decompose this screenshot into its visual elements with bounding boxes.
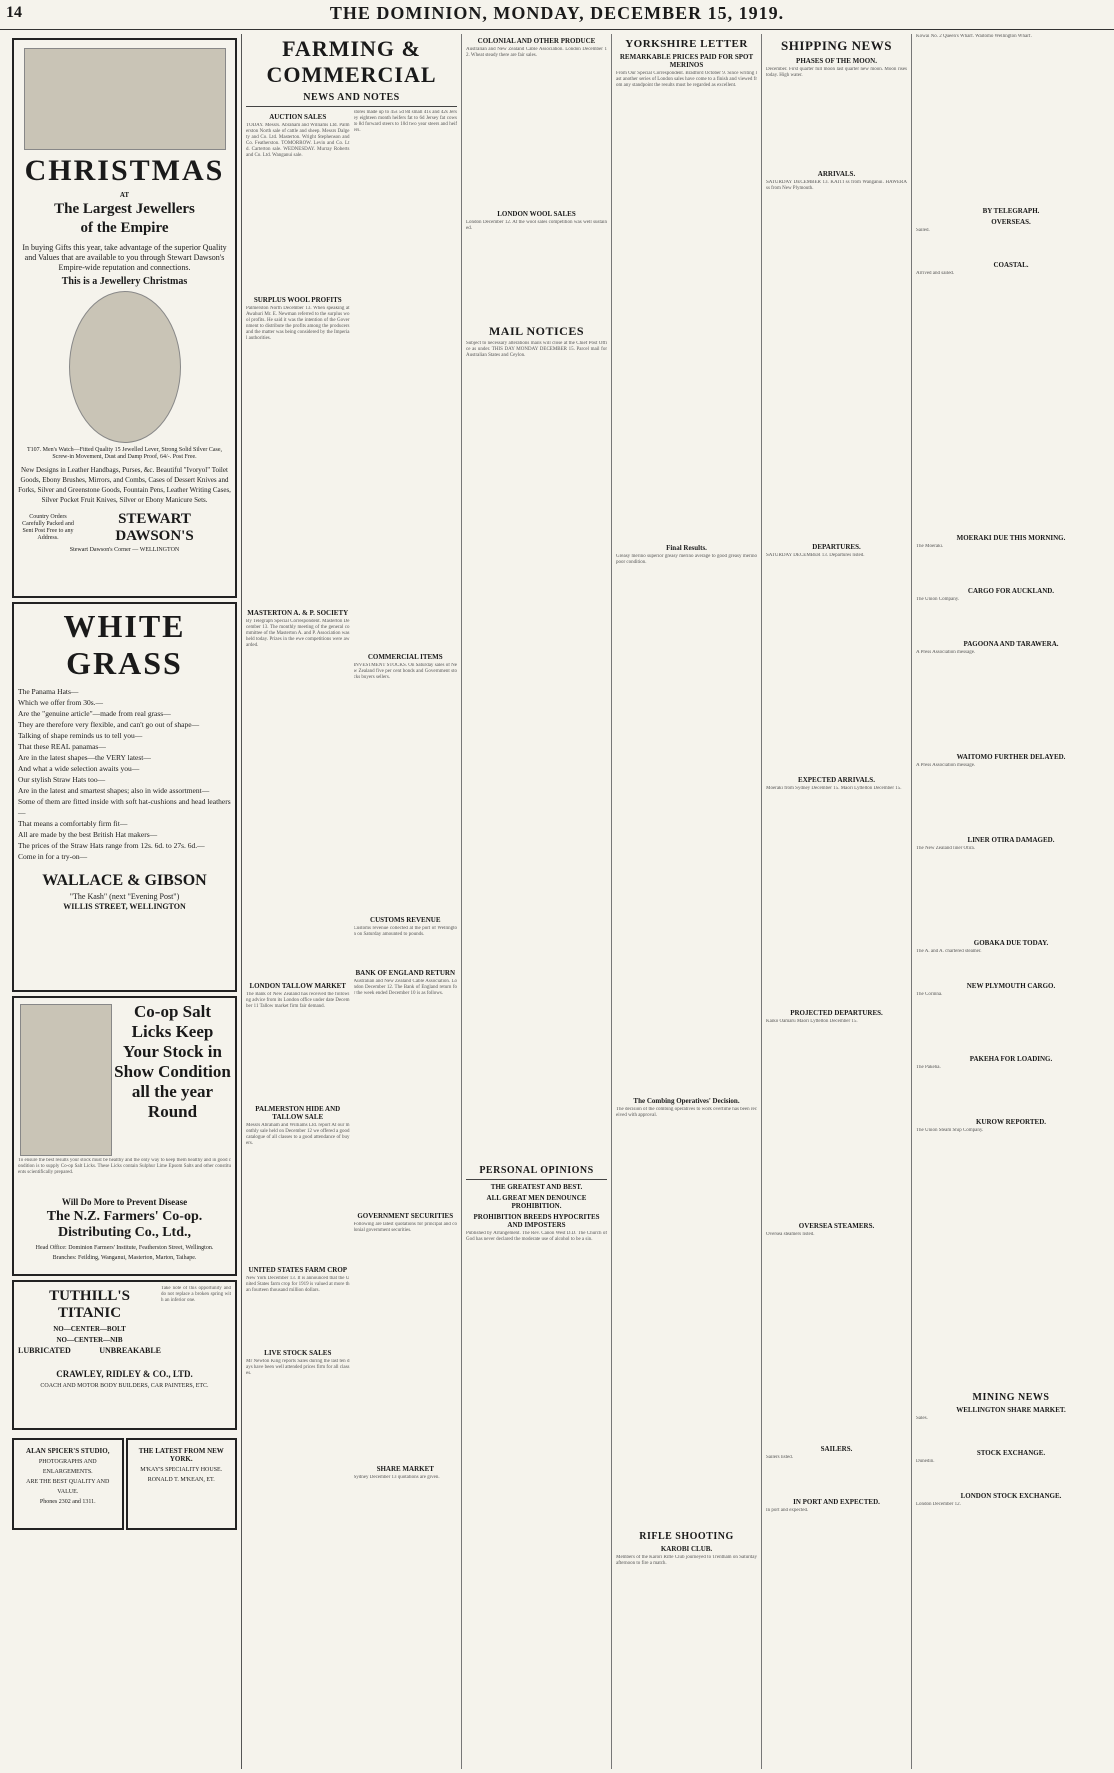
wharf-listings-text: Kowai No. 2 Queen's Wharf. Waitomo Wellington Wharf. <box>916 34 1032 39</box>
kurow-text: The Union Steam Ship Company. <box>916 1128 984 1133</box>
section-heading: SAILERS. <box>820 1445 853 1453</box>
mkays-firm: M'KAY'S SPECIALITY HOUSE. <box>140 1467 223 1473</box>
unbreakable-label: UNBREAKABLE <box>99 1346 161 1355</box>
white-grass-line: All are made by the best British Hat makers— <box>18 830 158 839</box>
titanic-text <box>18 1286 161 1366</box>
section-heading: GOVERNMENT SECURITIES <box>357 1212 454 1220</box>
section-heading: WAITOMO FURTHER DELAYED. <box>956 753 1066 761</box>
waitomo-delayed-text: A Press Association message. <box>916 763 976 768</box>
section-heading: MASTERTON A. & P. SOCIETY <box>247 609 349 617</box>
titanic-features <box>18 1346 161 1355</box>
shipping-news-column <box>762 34 912 1769</box>
advertisements-column <box>8 34 242 1769</box>
personal-opinions-text: Published by Arrangement. The Rev. Canon West D.D. The Church of God has never declared the moderate use of alcohol to be a sin. <box>466 1231 607 1242</box>
white-grass-line: Are in the latest and smartest shapes; also in wide assortment— <box>18 786 210 795</box>
share-market-text: Sydney December 13 quotations are given. <box>353 1475 440 1480</box>
spicer-phones: Phones 2302 and 1311. <box>39 1499 96 1505</box>
white-grass-line: The Panama Hats— <box>18 687 79 696</box>
lubricated-label: LUBRICATED <box>18 1346 71 1355</box>
stock-exchange-text: Dunedin. <box>916 1459 935 1464</box>
new-designs-text: New Designs in Leather Handbags, Purses, &c. Beautiful "Ivoryol" Toilet Goods, Ebony Brushes, Mirrors, and Combs, Cases of Dessert Knives and Forks, Silver and Greenstone Goods, Fountain Pens, Leather Writing Cases, Silver Pocket Fruit Knives, Silver or Ebony Manicure Sets. <box>18 466 231 504</box>
expected-arrivals-text: Moeraki from Sydney December 15. Maori Lyttelton December 15. <box>766 786 902 791</box>
pagoona-tarawera-text: A Press Association message. <box>916 650 976 655</box>
colonial-produce-text: Australian and New Zealand Cable Association. London December 12. Wheat steady there are fair sales. <box>466 47 607 58</box>
white-grass-line: That these REAL panamas— <box>18 742 106 751</box>
white-grass-line: Talking of shape reminds us to tell you— <box>18 731 143 740</box>
stewart-dawsons-address: Stewart Dawson's Corner — WELLINGTON <box>69 547 180 553</box>
otira-damaged-text: The New Zealand liner Otira. <box>916 846 976 851</box>
coastal-text: Arrived and sailed. <box>916 271 955 276</box>
new-plymouth-cargo-text: The Corinna. <box>916 992 943 997</box>
section-heading: OVERSEAS. <box>991 218 1031 226</box>
mining-news-heading: MINING NEWS <box>972 1392 1050 1403</box>
page-number: 14 <box>6 4 22 21</box>
final-results-heading: Final Results. <box>666 544 707 552</box>
titanic-top <box>18 1286 231 1366</box>
bottom-small-ads <box>12 1434 237 1534</box>
london-tallow-text: The Bank of New Zealand has received the following advice from its London office under date December 11 Tallow market firm fair demand. <box>246 992 350 1009</box>
arrivals-text: SATURDAY DECEMBER 13. KAITI ss from Wanganui. HAWERA ss from New Plymouth. <box>766 180 907 191</box>
no-center-bolt: NO—CENTER—BOLT <box>53 1325 126 1333</box>
farming-body <box>246 110 457 1555</box>
spicer-tagline: PHOTOGRAPHS AND ENLARGEMENTS. <box>38 1459 97 1475</box>
section-heading: DEPARTURES. <box>812 543 861 551</box>
section-heading: COLONIAL AND OTHER PRODUCE <box>477 37 596 45</box>
mail-notices-heading: MAIL NOTICES <box>488 324 585 338</box>
section-heading: SURPLUS WOOL PROFITS <box>253 296 342 304</box>
auction-sales-text: TODAY. Messrs. Abraham and Williams Ltd. Palmerston North sale of cattle and sheep. Messrs Dalgety and Co. Ltd. Masterton. Wright Stephenson and Co. Featherston. TOMORROW. Levin and Co. Ltd. Carterton sale. WEDNESDAY. Murray Roberts and Co. Ltd. Wanganui sale. <box>246 123 350 158</box>
section-heading: OVERSEA STEAMERS. <box>798 1222 875 1230</box>
section-heading: MOERAKI DUE THIS MORNING. <box>956 534 1066 542</box>
white-grass-line: Are in the latest shapes—the VERY latest— <box>18 753 151 762</box>
prohibition-hypocrites-heading: PROHIBITION BREEDS HYPOCRITES AND IMPOSTERS <box>473 1213 600 1229</box>
spicer-best: ARE THE BEST QUALITY AND VALUE. <box>26 1479 110 1495</box>
section-heading: BY TELEGRAPH. <box>982 207 1040 215</box>
mail-notices-text: Subject to necessary alterations mails will close at the Chief Post Office as under. THIS DAY MONDAY DECEMBER 15. Parcel mail for Australian States and Ceylon. <box>466 341 607 358</box>
section-heading: COMMERCIAL ITEMS <box>367 653 443 661</box>
combing-decision-heading: The Combing Operatives' Decision. <box>633 1097 740 1105</box>
section-heading: LONDON STOCK EXCHANGE. <box>960 1492 1062 1500</box>
white-grass-line: And what a wide selection awaits you— <box>18 764 140 773</box>
section-heading: UNITED STATES FARM CROP <box>248 1266 348 1274</box>
white-grass-ad <box>12 602 237 992</box>
farming-subcol-right <box>354 110 458 1555</box>
salt-licks-top <box>18 1002 231 1158</box>
customs-revenue-text: Customs revenue collected at the port of Wellington on Saturday amounted to pounds. <box>353 926 457 937</box>
moeraki-text: The Moeraki. <box>916 544 944 549</box>
section-heading: PALMERSTON HIDE AND TALLOW SALE <box>255 1105 341 1121</box>
section-heading: COASTAL. <box>993 261 1029 269</box>
white-grass-heading: WHITE GRASS <box>63 608 186 681</box>
crawley-ridley-sub: COACH AND MOTOR BODY BUILDERS, CAR PAINTERS, ETC. <box>40 1383 209 1389</box>
live-stock-sales-text: Mr Newton King reports Sales during the last ten days have been well attended prices firm for all classes. <box>246 1359 350 1376</box>
wallace-gibson-sub: "The Kash" (next "Evening Post") <box>69 892 180 901</box>
pakeha-text: The Pakeha. <box>916 1065 941 1070</box>
in-port-text: In port and expected. <box>766 1508 809 1513</box>
wallace-gibson-name: WALLACE & GIBSON <box>42 872 207 889</box>
personal-opinions-heading: PERSONAL OPINIONS <box>479 1165 594 1176</box>
farming-subcol-left <box>246 110 350 1555</box>
karobi-club-text: Members of the Karori Rifle Club journeyed to Trentham on Saturday afternoon to fire a match. <box>616 1555 757 1566</box>
section-heading: IN PORT AND EXPECTED. <box>793 1498 880 1506</box>
farming-commercial-column <box>242 34 462 1769</box>
produce-mail-column <box>462 34 612 1769</box>
commercial-items-table: INVESTMENT STOCKS. On Saturday sales of New Zealand five per cent bonds and Government stocks buyers sellers. <box>353 663 457 680</box>
branches-line: Branches: Feilding, Wanganui, Masterton, Marton, Taihape. <box>52 1255 197 1261</box>
white-grass-line: They are therefore very flexible, and can't go out of shape— <box>18 720 200 729</box>
mkean-tailor: RONALD T. M'KEAN, ET. <box>147 1477 215 1483</box>
section-heading: PAGOONA AND TARAWERA. <box>963 640 1059 648</box>
crawley-ridley-name: CRAWLEY, RIDLEY & CO., LTD. <box>56 1369 193 1379</box>
salt-licks-slogan: Co-op Salt Licks Keep Your Stock in Show Condition all the year Round <box>114 1002 231 1121</box>
country-orders: Country Orders Carefully Packed and Sent Post Free to any Address. <box>22 514 74 541</box>
white-grass-line: Which we offer from 30s.— <box>18 698 104 707</box>
titanic-ad <box>12 1280 237 1430</box>
section-heading: CUSTOMS REVENUE <box>370 916 441 924</box>
stewart-dawsons-name: STEWART DAWSON'S <box>115 511 194 544</box>
farming-heading: FARMING & COMMERCIAL <box>266 36 437 87</box>
shipping-news-heading: SHIPPING NEWS <box>781 38 892 53</box>
section-heading: WELLINGTON SHARE MARKET. <box>956 1406 1066 1414</box>
telegraph-column <box>912 34 1110 1769</box>
rifle-shooting-heading: RIFLE SHOOTING <box>639 1531 734 1542</box>
section-heading: PAKEHA FOR LOADING. <box>969 1055 1053 1063</box>
spot-merinos-heading: REMARKABLE PRICES PAID FOR SPOT MERINOS <box>619 53 754 69</box>
london-wool-sales-text: London December 12. At the wool sales competition was well sustained. <box>466 220 607 231</box>
white-grass-line: Come in for a try-on— <box>18 852 88 861</box>
combing-decision-text: The decision of the combing operatives to work overtime has been received with approval. <box>616 1107 757 1118</box>
section-heading: PROJECTED DEPARTURES. <box>790 1009 883 1017</box>
section-heading: LONDON WOOL SALES <box>497 210 576 218</box>
departures-text: SATURDAY DECEMBER 13. Departures listed. <box>766 553 865 558</box>
white-grass-line: Are the "genuine article"—made from real grass— <box>18 709 171 718</box>
government-securities-table: Following are latest quotations for principal and colonial government securities. <box>353 1222 457 1233</box>
yorkshire-letter-column <box>612 34 762 1769</box>
cargo-auckland-text: The Union Company. <box>916 597 960 602</box>
section-heading: ARRIVALS. <box>817 170 856 178</box>
christmas-intro: In buying Gifts this year, take advantage of the superior Quality and Values that are available to you through Stewart Dawson's Empire-wide reputation and connections. <box>22 243 227 272</box>
section-heading: LONDON TALLOW MARKET <box>249 982 346 990</box>
largest-jewellers-line: The Largest Jewellers <box>54 201 195 217</box>
section-heading: EXPECTED ARRIVALS. <box>798 776 875 784</box>
no-center-nib: NO—CENTER—NIB <box>56 1336 123 1344</box>
wellington-share-text: Sales. <box>916 1416 928 1421</box>
yorkshire-letter-heading: YORKSHIRE LETTER <box>625 38 748 50</box>
spicer-studio-ad <box>12 1438 124 1530</box>
cow-illustration <box>20 1004 112 1156</box>
section-heading: NEW PLYMOUTH CARGO. <box>966 982 1056 990</box>
white-grass-line: Our stylish Straw Hats too— <box>18 775 106 784</box>
salt-licks-ad <box>12 996 237 1276</box>
of-empire-line: of the Empire <box>80 220 169 236</box>
karobi-club-heading: KAROBI CLUB. <box>660 1545 713 1553</box>
christmas-heading: CHRISTMAS <box>24 154 225 187</box>
salt-licks-body: To ensure the best results your stock must be healthy and the only way to keep them healthy and in good condition is to supply Co-op Salt Licks. These Licks contain Sulphur Lime Epsom Salts and other constituents scientifically prepared. <box>18 1158 231 1175</box>
section-heading: PHASES OF THE MOON. <box>796 57 877 65</box>
spicer-name: ALAN SPICER'S STUDIO, <box>26 1447 110 1455</box>
section-heading: LINER OTIRA DAMAGED. <box>967 836 1055 844</box>
christmas-ad <box>12 38 237 598</box>
newspaper-title: THE DOMINION, MONDAY, DECEMBER 15, 1919. <box>329 3 785 23</box>
sailers-text: Sailers listed. <box>766 1455 793 1460</box>
nz-farmers-coop-name: The N.Z. Farmers' Co-op. Distributing Co., Ltd., <box>46 1209 203 1240</box>
at-label: AT <box>119 191 130 199</box>
gobaka-text: The A. and A. chartered steamer. <box>916 949 982 954</box>
head-office-line: Head Office: Dominion Farmers' Institute, Featherston Street, Wellington. <box>35 1245 214 1251</box>
stock-reports-text: stores made up to 45s 5d 8d small 41s and 42s Jersey eighteen month heifers fat to 6d Jersey fat cows to 8d forward steers to 10d two year steers and heifers. <box>353 110 457 133</box>
masthead <box>0 0 1114 30</box>
section-heading: CARGO FOR AUCKLAND. <box>967 587 1055 595</box>
section-heading: GOBAKA DUE TODAY. <box>973 939 1049 947</box>
palmerston-hide-text: Messrs Abraham and Williams Ltd. report At our monthly sale held on December 12 we offered a good catalogue of all classes to a good attendance of buyers. <box>246 1123 350 1146</box>
mkays-ad <box>126 1438 238 1530</box>
white-grass-line: Some of them are fitted inside with soft hat-cushions and head leathers— <box>18 797 231 817</box>
projected-departures-text: Kaiko Oamaru Maori Lyttelton December 15. <box>766 1019 858 1024</box>
news-and-notes: NEWS AND NOTES <box>303 92 400 103</box>
london-stock-exchange-text: London December 12. <box>916 1502 961 1507</box>
section-heading: LIVE STOCK SALES <box>264 1349 332 1357</box>
bank-england-return-text: Australian and New Zealand Cable Association. London December 12. The Bank of England return for the week ended December 10 is as follows. <box>353 979 457 996</box>
titanic-side-text: Take note of this opportunity and do not replace a broken spring with an inferior one. <box>161 1286 231 1303</box>
prevent-disease-line: Will Do More to Prevent Disease <box>61 1197 188 1207</box>
moon-phases-text: December. First quarter full moon last quarter new moon. Moon rises today. High water. <box>766 67 907 78</box>
titanic-heading: TUTHILL'S TITANIC <box>49 1288 130 1321</box>
great-men-heading: ALL GREAT MEN DENOUNCE PROHIBITION. <box>486 1194 587 1210</box>
wallace-gibson-address: WILLIS STREET, WELLINGTON <box>63 902 186 911</box>
us-farm-crop-text: New York December 13. It is announced that the United States farm crop for 1919 is valued at more than fourteen thousand million dollars. <box>246 1276 350 1293</box>
yorkshire-letter-text: From Our Special Correspondent. Bradford October 9. Since writing last another series of London sales have come to a finish and viewed from any standpoint the results must be regarded as excellent. <box>616 71 757 88</box>
greatest-best-heading: THE GREATEST AND BEST. <box>490 1183 583 1191</box>
section-heading: BANK OF ENGLAND RETURN <box>355 969 455 977</box>
final-results-table: Greasy merino superior greasy merino average to good greasy merino poor condition. <box>616 554 757 565</box>
surplus-wool-text: Palmerston North December 13. When speaking at Awahuri Mr. E. Newman referred to the surplus wool profits. He said it was the intention of the Government to distribute the profits among the producers and the matter was being considered by the Imperial authorities. <box>246 306 350 341</box>
masterton-society-text: By Telegraph Special Correspondent. Masterton December 13. The monthly meeting of the general committee of the Masterton A. and P. Association was held today. Prizes in the ewe competitions were awarded. <box>246 619 350 648</box>
white-grass-lines <box>18 686 231 862</box>
watch-illustration <box>69 291 181 443</box>
white-grass-line: That means a comfortably firm fit— <box>18 819 128 828</box>
section-heading: STOCK EXCHANGE. <box>976 1449 1046 1457</box>
overseas-text: Sailed. <box>916 228 930 233</box>
jewellery-christmas-slogan: This is a Jewellery Christmas <box>61 276 188 287</box>
mkays-heading: THE LATEST FROM NEW YORK. <box>138 1447 224 1463</box>
flag-illustration <box>24 48 226 150</box>
watch-description: T107. Men's Watch—Fitted Quality 15 Jewelled Lever, Strong Solid Silver Case, Screw-in Movement, Dust and Damp Proof, 64/-. Post Free. <box>26 447 223 460</box>
christmas-footer <box>18 511 231 545</box>
section-heading: SHARE MARKET <box>376 1465 434 1473</box>
oversea-steamers-text: Oversea steamers listed. <box>766 1232 815 1237</box>
white-grass-line: The prices of the Straw Hats range from 12s. 6d. to 27s. 6d.— <box>18 841 205 850</box>
section-heading: KUROW REPORTED. <box>975 1118 1047 1126</box>
section-heading: AUCTION SALES <box>269 113 327 121</box>
